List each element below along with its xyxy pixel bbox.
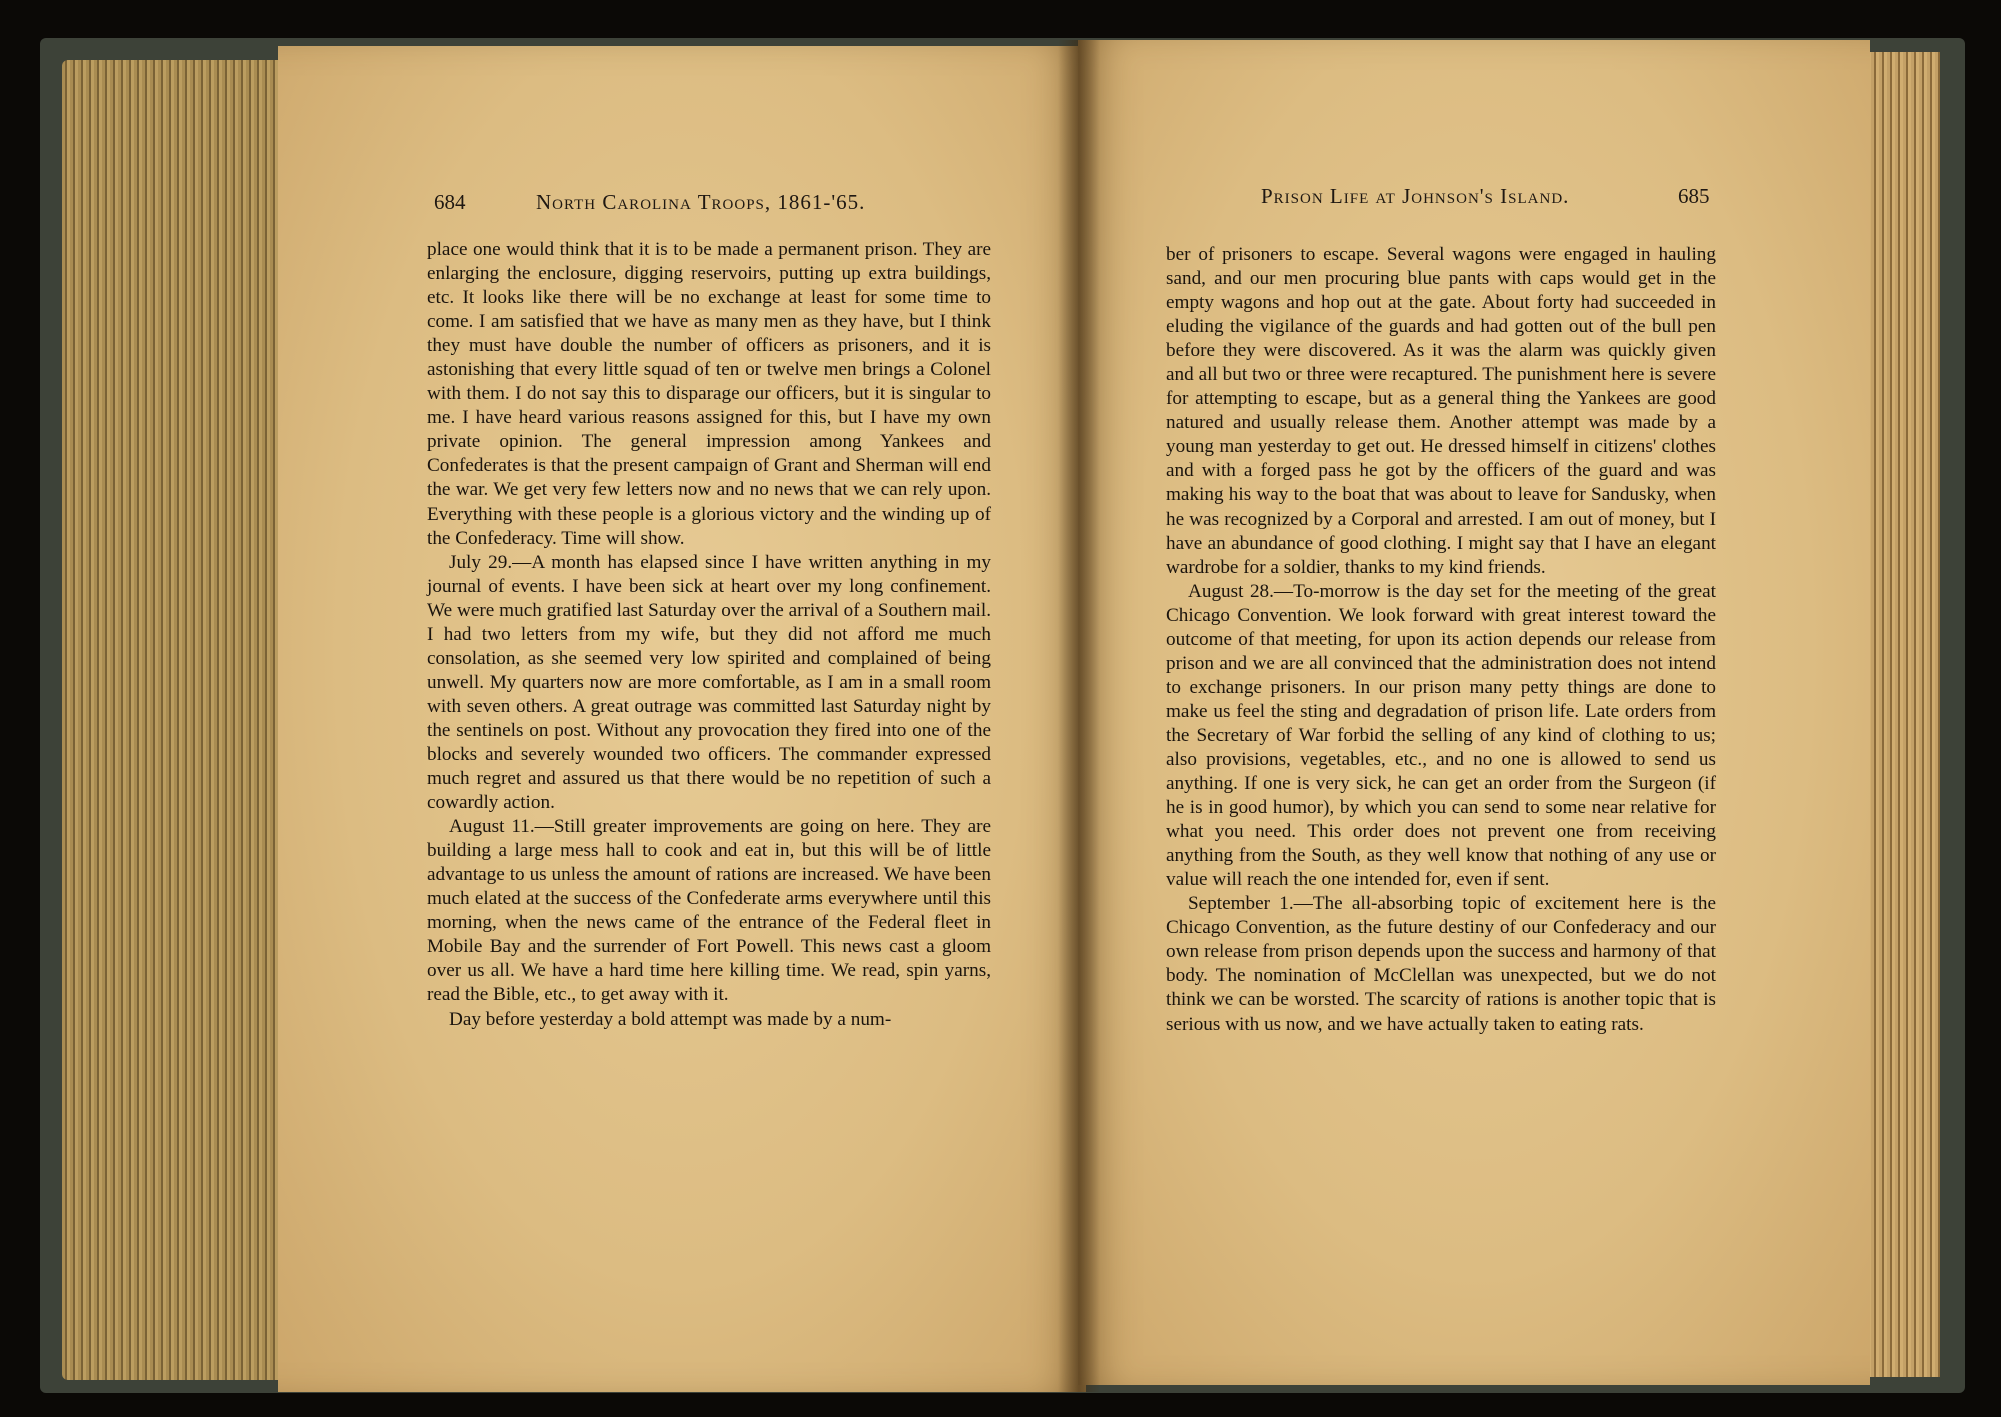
page-edges-left xyxy=(62,60,282,1380)
paragraph: place one would think that it is to be made a permanent prison. They are enlarging the enclosure, digging reservoirs, putting up extra buildings, etc. It looks like there will be no exchange at least for some time to come. I am satisfied that we have as many men as they have, but I think they must have double the number of officers as prisoners, and it is astonishing that every little squad of ten or twelve men brings a Colonel with them. I do not say this to disparage our officers, but it is singular to me. I have heard various reasons assigned for this, but I have my own private opinion. The general impression among Yankees and Confederates is that the present campaign of Grant and Sherman will end the war. We get very few letters now and no news that we can rely upon. Everything with these people is a glorious victory and the winding up of the Confederacy. Time will show. xyxy=(427,239,991,549)
page-number: 685 xyxy=(1678,184,1710,208)
left-page-body xyxy=(427,238,991,1032)
right-page-body xyxy=(1166,243,1716,1037)
running-head: North Carolina Troops, 1861-'65. xyxy=(536,190,866,214)
paragraph: August 28.—To-morrow is the day set for the meeting of the great Chicago Convention. We look forward with great interest toward the outcome of that meeting, for upon its action depends our release from prison and we are all convinced that the administration does not intend to exchange prisoners. In our prison many petty things are done to make us feel the sting and degradation of prison life. Late orders from the Secretary of War forbid the selling of any kind of clothing to us; also provisions, vegetables, etc., and no one is allowed to send us anything. If one is very sick, he can get an order from the Surgeon (if he is in good humor), by which you can send to some near relative for what you need. This order does not prevent one from receiving anything from the South, as they well know that nothing of any use or value will reach the one intended for, even if sent. xyxy=(1166,580,1716,891)
paragraph: September 1.—The all-absorbing topic of excitement here is the Chicago Convention, as the future destiny of our Confederacy and our own release from prison depends upon the success and harmony of that body. The nomination of McClellan was unexpected, but we do not think we can be worsted. The scarcity of rations is another topic that is serious with us now, and we have actually taken to eating rats. xyxy=(1166,893,1716,1035)
paragraph: July 29.—A month has elapsed since I have written anything in my journal of events. I have been sick at heart over my long confinement. We were much gratified last Saturday over the arrival of a Southern mail. I had two letters from my wife, but they did not afford me much consolation, as she seemed very low spirited and complained of being unwell. My quarters now are more comfortable, as I am in a small room with seven others. A great outrage was committed last Saturday night by the sentinels on post. Without any provocation they fired into one of the blocks and severely wounded two officers. The commander expressed much regret and assured us that there would be no repetition of such a cowardly action. xyxy=(427,551,991,814)
book-gutter xyxy=(1058,40,1100,1392)
left-page xyxy=(278,46,1086,1392)
paragraph: ber of prisoners to escape. Several wagons were engaged in hauling sand, and our men procuring blue pants with caps would get in the empty wagons and hop out at the gate. About forty had succeeded in eluding the vigilance of the guards and had gotten out of the bull pen before they were discovered. As it was the alarm was quickly given and all but two or three were recaptured. The punishment here is severe for attempting to escape, but as a general thing the Yankees are good natured and usually release them. Another attempt was made by a young man yesterday to get out. He dressed himself in citizens' clothes and with a forged pass he got by the officers of the guard and was making his way to the boat that was about to leave for Sandusky, when he was recognized by a Corporal and arrested. I am out of money, but I have an abundance of good clothing. I might say that I have an elegant wardrobe for a soldier, thanks to my kind friends. xyxy=(1166,244,1716,578)
running-head: Prison Life at Johnson's Island. xyxy=(1261,184,1570,208)
paragraph: August 11.—Still greater improvements are going on here. They are building a large mess hall to cook and eat in, but this will be of little advantage to us unless the amount of rations are increased. We have been much elated at the success of the Confederate arms everywhere until this morning, when the news came of the entrance of the Federal fleet in Mobile Bay and the surrender of Fort Powell. This news cast a gloom over us all. We have a hard time here killing time. We read, spin yarns, read the Bible, etc., to get away with it. xyxy=(427,816,991,1006)
page-number: 684 xyxy=(434,190,466,214)
paragraph: Day before yesterday a bold attempt was made by a num- xyxy=(449,1008,892,1030)
right-page xyxy=(1078,40,1870,1385)
left-page-header xyxy=(278,190,1086,224)
right-page-header xyxy=(1078,184,1870,218)
